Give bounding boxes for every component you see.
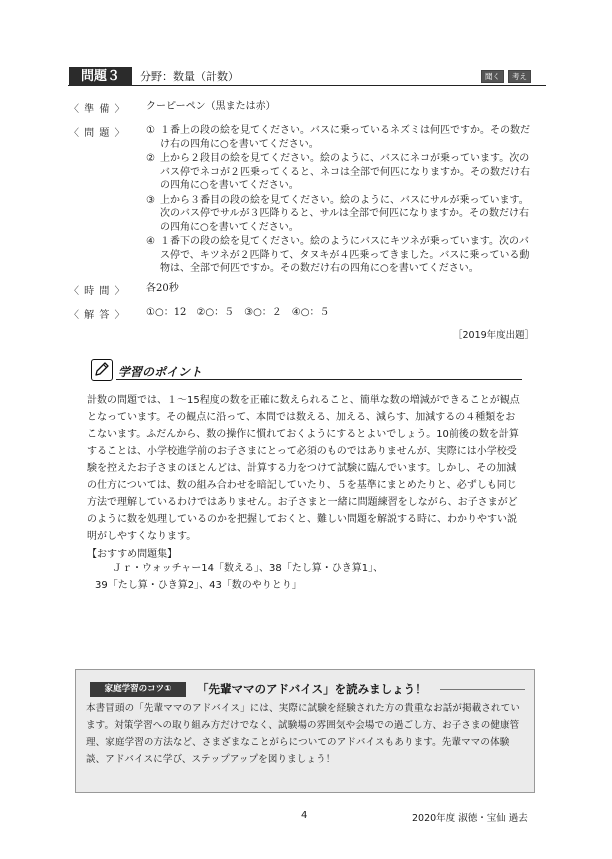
label-time: 〈 時 間 〉	[69, 286, 126, 297]
problem-item-text: １番下の段の絵を見てください。絵のようにバスにキツネが乗っています。次のバス停で、キツネが２匹降りて、タヌキが４匹乗ってきました。バスに乗っている動物は、全部で何匹ですか。その数だけ右の四角に○を書いてください。	[160, 236, 530, 274]
text-answer: ①○：12 ②○：５ ③○：２ ④○：５	[146, 307, 330, 318]
learning-point-title: 学習のポイント	[118, 365, 203, 379]
label-problem: 〈 問 題 〉	[69, 128, 126, 139]
label-answer: 〈 解 答 〉	[69, 310, 126, 321]
tips-rule	[440, 689, 525, 690]
text-time: 各20秒	[146, 283, 179, 294]
label-preparation: 〈 準 備 〉	[69, 104, 126, 115]
footer-title: 2020年度 淑徳・宝仙 過去	[412, 813, 528, 824]
pencil-icon	[91, 359, 113, 381]
problem-item	[146, 235, 537, 276]
tips-label: 家庭学習のコツ①	[90, 682, 186, 697]
problem-list	[146, 124, 537, 277]
problem-item-num: ④	[146, 236, 155, 247]
problem-item-num: ③	[146, 194, 155, 206]
recommended-line: Ｊｒ・ウォッチャー14「数える」、38「たし算・ひき算1」、	[112, 563, 384, 574]
learning-point-rule	[116, 379, 522, 380]
problem-item	[146, 194, 537, 235]
year-note: ［2019年度出題］	[453, 330, 535, 341]
tips-heading: 「先輩ママのアドバイス」を読みましょう！	[197, 682, 427, 696]
tag-listen: 聞く	[481, 70, 504, 83]
problem-item	[146, 152, 537, 193]
problem-item	[146, 124, 537, 151]
learning-point-body: 計数の問題では、１～15程度の数を正確に数えられること、簡単な数の増減ができることが観点となっています。その観点に沿って、本問では数える、加える、減らす、加減するの４種類をおこないます。ふだんから、数の操作に慣れておくようにするとよいでしょう。10前後の数を計算することは、小学校進学前のお子さまにとって必須のものではありませんが、実際には小学校受験を控えたお子さまのほとんどは、計算する力をつけて試験に臨んでいます。しかし、その加減の仕方については、数の組み合わせを暗記していたり、５を基準にまとめたりと、必ずしも同じ方法で理解しているわけではありません。お子さまと一緒に問題練習をしながら、お子さまがどのように数を処理しているのかを把握しておくと、難しい問題を解説する時に、わかりやすい説明がしやすくなります。	[87, 395, 520, 542]
problem-item-num: ①	[146, 125, 155, 136]
problem-item-text: １番上の段の絵を見てください。バスに乗っているネズミは何匹ですか。その数だけ右の四角に○を書いてください。	[160, 125, 530, 150]
problem-item-text: 上から２段目の絵を見てください。絵のように、バスにネコが乗っています。次のバス停でネコが２匹乗ってくると、ネコは全部で何匹になりますか。その数だけ右の四角に○を書いてください。	[160, 153, 530, 191]
field-label: 分野：数量（計数）	[140, 70, 239, 83]
problem-item-text: 上から３番目の段の絵を見てください。絵のように、バスにサルが乗っています。次のバス停でサルが３匹降りると、サルは全部で何匹になりますか。その数だけ右の四角に○を書いてください。	[160, 194, 529, 233]
text-preparation: クーピーペン（黒または赤）	[146, 101, 276, 112]
page-number: 4	[301, 810, 308, 821]
problem-item-num: ②	[146, 153, 155, 164]
tag-think: 考え	[508, 70, 531, 83]
recommended-line: 39「たし算・ひき算2」、43「数のやりとり」	[95, 580, 302, 591]
tips-body: 本書冒頭の「先輩ママのアドバイス」には、実際に試験を経験された方の貴重なお話が掲載されています。対策学習への取り組み方だけでなく、試験場の雰囲気や会場での過ごし方、お子さまの健康管理、家庭学習の方法など、さまざまなことがらについてのアドバイスもあります。先輩ママの体験談、アドバイスに学び、ステップアップを図りましょう！	[86, 703, 520, 765]
recommended-title: 【おすすめ問題集】	[87, 549, 178, 560]
problem-label: 問題３	[69, 67, 132, 86]
